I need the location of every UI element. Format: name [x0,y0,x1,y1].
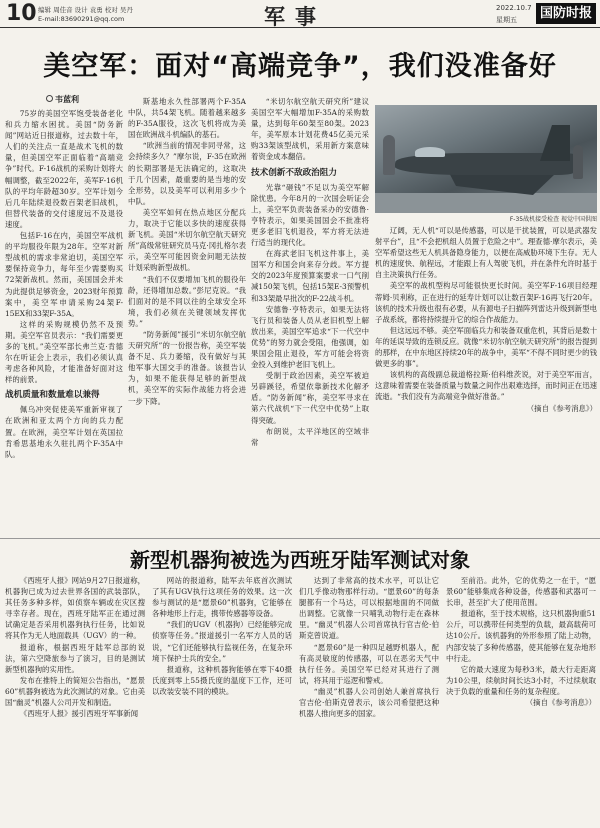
paragraph: 布朗说，太平洋地区的空域非常 [251,426,369,447]
article1-col1-after [5,404,123,459]
article2-column-4 [446,575,596,825]
article2-source: （摘自《参考消息》） [525,698,596,708]
paragraph: “我们不仅要增加飞机的服役年龄，还得增加总数。”彭尼克说。“我们面对的是不同以往的全球安全环境，我们必须在关键领域发挥优势。” [128,274,246,328]
article1-column-4 [375,225,597,537]
article1-col2-after [128,329,246,407]
issue-weekday: 星期五 [496,16,517,24]
paragraph: “幽灵”机器人公司创始人兼首席执行官吉伦·伯斯克曾表示，该公司希望把这种机器人推向更多的国家。 [299,686,439,719]
article1-headline: 美空军：面对“高端竞争”，我们没准备好 [43,51,557,82]
paragraph: 光靠“砸钱”不足以为美空军解除忧患。今年8月的一次国会听证会上，美空军负责装备采办的安德鲁·亨特表示，如果美国国会不批准将更多老旧飞机退役，军方将无法进行适当的现代化。 [251,182,369,248]
photo-person [573,145,583,179]
photo-ground [375,193,597,213]
article1-col3-after [251,182,369,448]
paragraph: “愿景60”是一种四足越野机器人，配有高灵敏度的传感器，可以在恶劣天气中执行任务。美国空军已经对其进行了测试，将其用于巡逻和警戒。 [299,642,439,685]
email-line: E-mail:83690291@qq.com [38,15,125,23]
editors-line: 编辑 周佳音 设计 袁勇 校对 吴丹 [38,6,133,14]
article2-col3-body [299,575,439,719]
article1-source: （摘自《参考消息》） [526,403,597,413]
fighter-jet-photo [375,105,597,213]
paragraph: 辽阔，无人机“可以是传感器，可以是干扰装置，可以是武器发射平台”，且“不会把机组人员置于危险之中”。理查德·摩尔表示，美空军希望这些无人机具备隐身能力，以便在高威胁环境下生存。无人机的速度快、航程远，才能跟上有人驾驶飞机，并在条件允许时基于自主决策执行任务。 [375,226,597,280]
paragraph: 报道称，至于技术规格，这只机器狗重51公斤，可以携带任何类型的负载，最高载荷可达10公斤。该机器狗的外形参照了陆上动物，内部安装了多种传感器，使其能够在复杂地形中行走。 [446,609,596,663]
article1-byline: 韦蓝利 [55,95,79,104]
photo-person [383,135,395,175]
article2-col2-body [152,575,292,697]
paragraph: 安德鲁·亨特表示，如果无法将飞行员和装备人员从老旧机型上解放出来，美国空军追求“下一代空中优势”的努力就会受阻，他强调，如果国会阻止退役，军方可能会将资金投入到维护老旧飞机上。 [251,304,369,370]
article1-col2-body [128,96,246,329]
paragraph: 75岁的美国空军饱受装备老化和兵力缩水困扰。美国“防务新闻”网站近日报道称，过去数十年，人们的关注点一直是战术飞机的数量，但美国空军正面临着“高端竞争”时代。F-16战机的采购计划将大幅调整，截至2022年，美军F-16机队的平均年龄超30岁。空军计划今后几年陆续退役数百架老旧战机，但替代装备的交付速度远不及退役速度。 [5,109,123,229]
jet-tail [540,125,570,161]
article-divider [0,538,600,539]
paragraph: 这样的采购规模仍然不及预期。美空军官员表示：“我们需要更多的飞机。”美空军部长弗兰克·肯德尔在听证会上表示，我们必须认真考虑各种风险，才能准备好面对这样的前景。 [5,319,123,385]
paragraph: 但这远远不够。美空军面临兵力和装备双重危机，其背后是数十年的延误导致的连锁反应。就像“米切尔航空航天研究所”的报告提到的那样，在中东地区持续20年的战争中，美军“不得不同时更少的钱做更多的事”。 [375,325,597,369]
paragraph: “防务新闻”援引“米切尔航空航天研究所”的一份报告称，美空军装备不足、兵力萎缩，没有做好与其他军事大国交手的准备。该报告认为，如果不能获得足够的新型战机，美空军的实际作战能力将会进一步下降。 [128,329,246,406]
paragraph: 斯基地永久性部署两个F-35A中队，共54架飞机。随着越来越多的F-35A服役，这次飞机将成为美国在欧洲战斗机编队的基石。 [128,97,246,140]
paragraph: 美空军如何在热点地区分配兵力，取决于它能以多快的速度获得新飞机。美国“米切尔航空航天研究所”高级常驻研究员马克·冈扎格尔表示，美空军可能因资金问题无法按计划采购新型战机。 [128,207,246,273]
article1-col3-body [251,96,369,163]
paragraph: 达到了非常高的技术水平，可以让它们几乎像动物那样行动。“愿景60”的每条腿都有一个马达，可以根据地面的不同做出调整。它就像一只哺乳动物行走在森林里。“幽灵”机器人公司首席执行官吉伦·伯斯克曾说道。 [299,576,439,641]
paragraph: “米切尔航空航天研究所”建议美国空军大幅增加F-35A的采购数量，达到每年60架至80架。2023年，美军原本计划花费45亿美元采购33架该型战机，采用新方案意味着资金成本翻倍。 [251,97,369,162]
article1-col4-body [375,225,597,403]
section-title: 军事 [264,5,326,29]
article2-column-2 [152,575,292,825]
issue-date: 2022.10.7 [496,4,532,12]
paragraph: “我们的UGV（机器狗）已经能够完成侦察等任务。”报道援引一名军方人员的话说，“它们还能够执行监视任务，在复杂环境下保护士兵的安全。” [152,620,292,663]
paragraph: 美空军的战机型构尽可能很快更长时间。美空军F-16项目经理蒂姆·贝利称，正在进行的延寿计划可以让数百架F-16再飞行20年。该机的技术升级也很有必要，从有源电子扫描阵列雷达升级到新型电子战系统，都将持续提升它的综合作战能力。 [375,281,597,324]
article1-column-3 [251,96,369,536]
paragraph: 佩乌冲突促使美军重新审视了在欧洲和亚太两个方向的兵力配置。在欧洲，美空军计划在英国拉肯希思基地永久驻扎两个F-35A中队。 [5,405,123,459]
byline-mark-icon [46,95,53,102]
paragraph: 报道称，这种机器狗能够在零下40摄氏度到零上55摄氏度的温度下工作，还可以改装安装不同的模块。 [152,664,292,696]
article2-headline: 新型机器狗被选为西班牙陆军测试对象 [130,548,470,572]
paragraph: 至前沿。此外，它的优势之一在于，“愿景60”能够集成各种设备，传感器和武器可一长串，甚至扩大了使用范围。 [446,576,596,608]
paragraph: 《西班牙人报》援引西班牙军事新闻 [19,709,139,719]
newspaper-logo: 国防时报 [536,3,596,24]
paragraph: 包括F-16在内，美国空军战机的平均服役年限为28年。空军对新型战机的需求非常迫切，美国空军要保持竞争力，每年至少需要购买72架新战机。然而，美国国会并未为此提供足够资金，2023财年预算案中，美空军申请采购24架F-15EX和33架F-35A。 [5,231,123,318]
article1-column-1 [5,108,123,538]
article2-col1-body [5,575,145,719]
paragraph: 《西班牙人报》网站9月27日报道称，机器狗已成为过去世界各国的武装部队，其任务多种多样，如侦察车辆或在灾区搜寻幸存者。现在，西班牙陆军正在通过测试确定是否采用机器狗执行任务，比如说将其作为无人地面载具（UGV）的一种。 [5,576,145,641]
paragraph: 报道称，根据西班牙陆军总部的说法，第六空降旅参与了演习，目的是测试新型机器狗的实用性。 [5,642,145,674]
paragraph: 该机构的高级副总裁道格拉斯·伯科维茨说，对于美空军而言，这意味着需要在装备质量与数量之间作出艰难选择，而时间正在迅速流逝。“我们没有为高端竞争做好准备。” [375,370,597,402]
paragraph: 发布在推特上的简短公告指出，“愿景60”机器狗被选为此次测试的对象。它由美国“幽灵”机器人公司开发和制造。 [5,675,145,708]
article2-column-3 [299,575,439,825]
article1-subhead-1: 战机质量和数量难以兼得 [5,390,100,401]
jet-canopy [415,147,445,157]
paragraph: 在海武老旧飞机这件事上，美国军方和国会向来存分歧。军方提交的2023年度预算案要求一口气削减150架飞机，包括15架E-3预警机和33架最早批次的F-22战斗机。 [251,249,369,303]
paragraph: 它的最大速度为每秒3米，最大行走距离为10公里，续航时间长达3小时，不过续航取决于负载的重量和任务的复杂程度。 [446,664,596,696]
page-number: 10 [6,1,37,26]
photo-caption: F-35战机接受检查 视觉中国供图 [509,216,597,223]
article1-column-2 [128,96,246,536]
article1-col1-body [5,108,123,385]
paragraph: “欧洲当前的情况非同寻常，这会持续多久？”摩尔说，F-35在欧洲的长期部署是无法确定的，这取决于几个因素，最重要的是当地的安全形势，以及美军可以利用多少个中队。 [128,141,246,206]
article1-subhead-2: 技术创新不敌政治阻力 [251,167,337,178]
article2-col4-body [446,575,596,697]
page-header [0,0,600,28]
paragraph: 受制于政治因素，美空军被迫另辟蹊径，希望依靠新技术化解矛盾。“防务新闻”称，美空军寻求在第六代战机“下一代空中优势”上取得突破。 [251,371,369,425]
article2-column-1 [5,575,145,825]
paragraph: 网站的报道称，陆军去年底首次测试了其有UGV执行这项任务的效果。这一次参与测试的是“愿景60”机器狗，它能够在各种地形上行走，携带传感器等设备。 [152,576,292,619]
